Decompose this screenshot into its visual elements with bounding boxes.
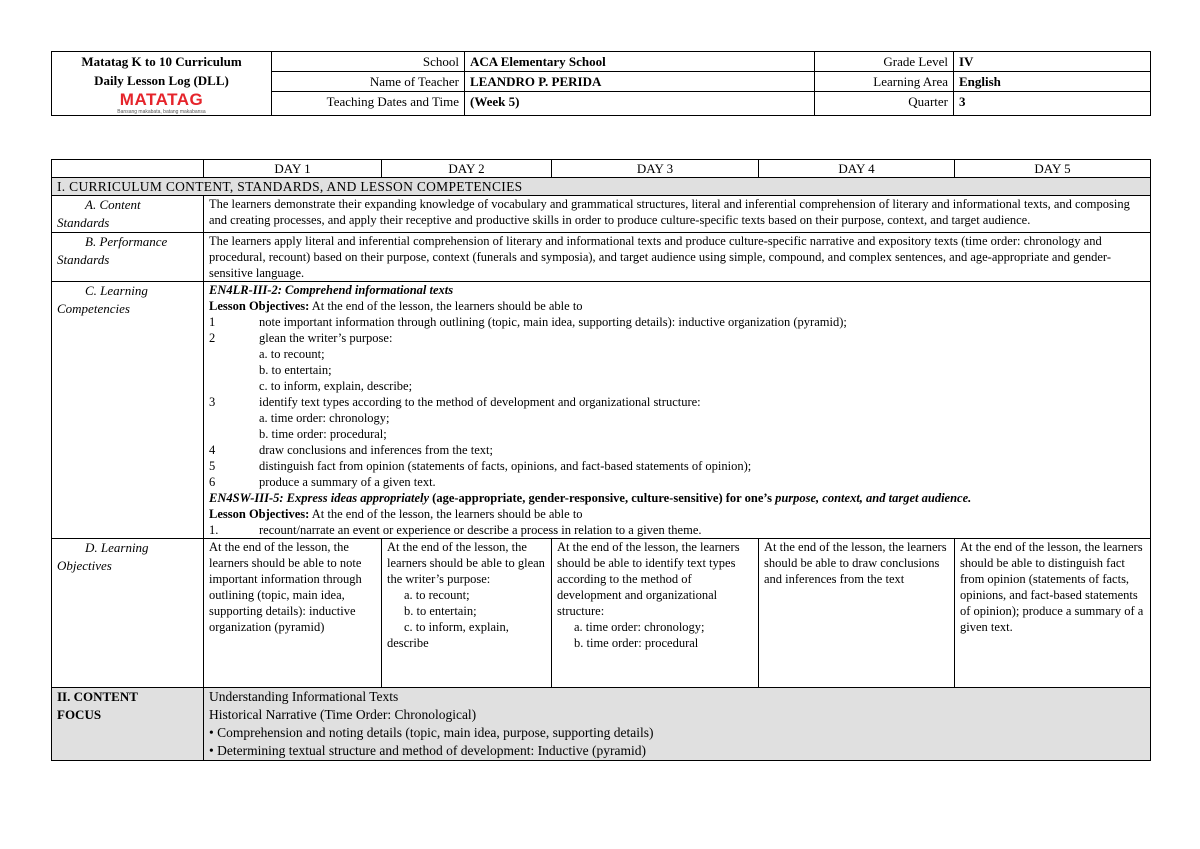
competencies-row <box>52 282 1151 539</box>
objective-item: a. time order: chronology; <box>259 411 390 425</box>
lesson-objectives-1: Lesson Objectives: At the end of the lesson, the learners should be able to <box>209 299 583 313</box>
quarter-value: 3 <box>954 92 1151 116</box>
competencies-text <box>204 282 1151 539</box>
area-value: English <box>954 72 1151 92</box>
competencies-label: C. Learning Competencies <box>52 282 204 539</box>
teacher-label: Name of Teacher <box>272 72 465 92</box>
content-focus-row <box>52 688 1151 761</box>
day-1-header: DAY 1 <box>204 160 382 178</box>
competency-2: EN4SW-III-5: Express ideas appropriately (age-appropriate, gender-responsive, culture-sensitive) for one’s purpose, context, and target audience. <box>209 491 972 505</box>
objective-item: a. to recount; <box>259 347 325 361</box>
content-standards-label: A. Content Standards <box>52 196 204 233</box>
corner-cell <box>52 160 204 178</box>
curriculum-title: Matatag K to 10 Curriculum <box>81 54 242 69</box>
grade-label: Grade Level <box>815 52 954 72</box>
objective-item: 1 note important information through outlining (topic, main idea, supporting details): inductive organization (pyramid); <box>209 315 847 329</box>
objective-item: 3 identify text types according to the method of development and organizational structure: <box>209 395 701 409</box>
lesson-objectives-2: Lesson Objectives: At the end of the lesson, the learners should be able to <box>209 507 583 521</box>
day-5-objective: At the end of the lesson, the learners should be able to distinguish fact from opinion (statements of facts, opinions, and fact-based statements of opinion); produce a summary of a given text. <box>955 539 1151 688</box>
day-2-objective: At the end of the lesson, the learners should be able to glean the writer’s purpose: a. to recount; b. to entertain; c. to inform, explain, describe <box>382 539 552 688</box>
objective-item: 2 glean the writer’s purpose: <box>209 331 393 345</box>
quarter-label: Quarter <box>815 92 954 116</box>
objective-item: b. time order: procedural; <box>259 427 387 441</box>
content-focus-label: II. CONTENT FOCUS <box>52 688 204 761</box>
matatag-logo: MATATAG <box>119 90 204 109</box>
section-1-title: I. CURRICULUM CONTENT, STANDARDS, AND LESSON COMPETENCIES <box>52 178 1151 196</box>
lesson-log-table <box>51 159 1151 761</box>
day-3-objective: At the end of the lesson, the learners should be able to identify text types according to the method of development and organizational structure: a. time order: chronology; b. time order: procedural <box>552 539 759 688</box>
day-header-row <box>52 160 1151 178</box>
section-1-row <box>52 178 1151 196</box>
day-4-objective: At the end of the lesson, the learners should be able to draw conclusions and inferences from the text <box>759 539 955 688</box>
objective-item: c. to inform, explain, describe; <box>259 379 413 393</box>
day-4-header: DAY 4 <box>759 160 955 178</box>
dll-brand-cell <box>52 52 272 116</box>
objective-item: b. to entertain; <box>259 363 332 377</box>
competency-1-code: EN4LR-III-2: Comprehend informational texts <box>209 283 454 297</box>
school-label: School <box>272 52 465 72</box>
content-focus-text: Understanding Informational Texts Historical Narrative (Time Order: Chronological) • Comprehension and noting details (topic, main idea, purpose, supporting details) • Determining textual structure and method of development: Inductive (pyramid) <box>204 688 1151 761</box>
objective-item: 4 draw conclusions and inferences from the text; <box>209 443 493 457</box>
learning-objectives-label: D. Learning Objectives <box>52 539 204 688</box>
objective-item: 6 produce a summary of a given text. <box>209 475 436 489</box>
day-1-objective: At the end of the lesson, the learners should be able to note important information through outlining (topic, main idea, supporting details): inductive organization (pyramid) <box>204 539 382 688</box>
performance-standards-text: The learners apply literal and inferential comprehension of literary and informational texts and produce culture-specific narrative and expository texts (time order: chronology and procedural, recount) based on their purpose, context (funerals and symposia), and target audience using simple, compound, and complex sentences, and age-appropriate and gender-sensitive language. <box>204 233 1151 282</box>
objective-list <box>209 314 1145 490</box>
grade-value: IV <box>954 52 1151 72</box>
school-value: ACA Elementary School <box>465 52 815 72</box>
objective-2-item: 1. recount/narrate an event or experience or describe a process in relation to a given theme. <box>209 523 702 537</box>
objective-item: 5 distinguish fact from opinion (statements of facts, opinions, and fact-based statements of opinion); <box>209 459 752 473</box>
day-5-header: DAY 5 <box>955 160 1151 178</box>
content-standards-text: The learners demonstrate their expanding knowledge of vocabulary and grammatical structures, literal and inferential comprehension of literary and informational texts, and composing and creating processes, and apply their receptive and productive skills in order to produce culture-specific texts based on their purpose, context, and target audience. <box>204 196 1151 233</box>
dll-title: Daily Lesson Log (DLL) <box>94 73 229 88</box>
area-label: Learning Area <box>815 72 954 92</box>
header-table <box>51 51 1151 116</box>
dates-value: (Week 5) <box>465 92 815 116</box>
dates-label: Teaching Dates and Time <box>272 92 465 116</box>
learning-objectives-row <box>52 539 1151 688</box>
performance-standards-label: B. Performance Standards <box>52 233 204 282</box>
teacher-value: LEANDRO P. PERIDA <box>465 72 815 92</box>
logo-tagline: Bansang makabata, batang makabansa <box>117 109 206 115</box>
day-3-header: DAY 3 <box>552 160 759 178</box>
performance-standards-row <box>52 233 1151 282</box>
content-standards-row <box>52 196 1151 233</box>
day-2-header: DAY 2 <box>382 160 552 178</box>
